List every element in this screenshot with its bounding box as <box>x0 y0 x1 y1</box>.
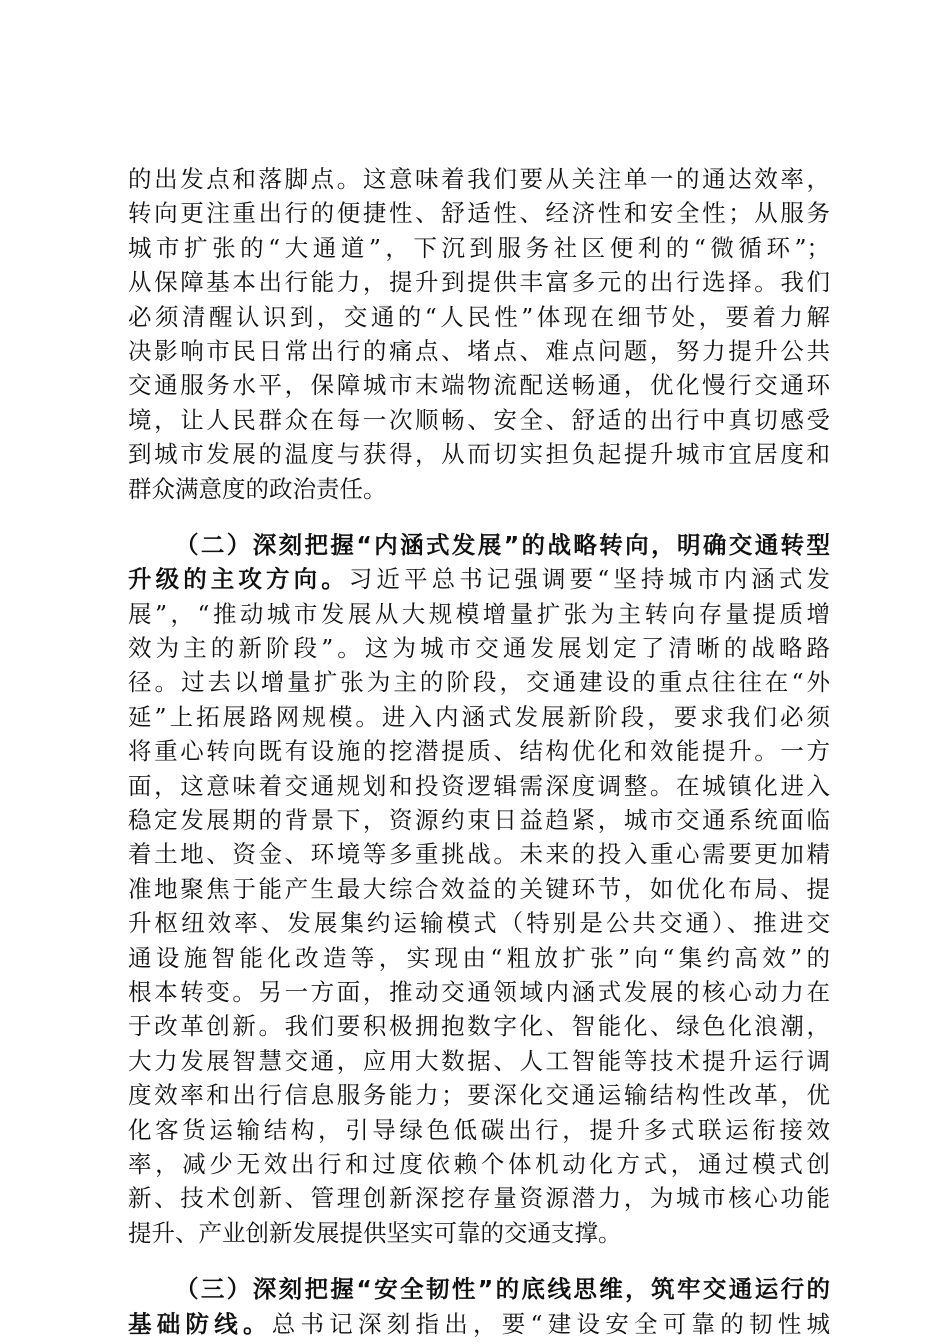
text-line <box>128 769 830 803</box>
body-text: 必须清醒认识到，交通的“人民性”体现在细节处，要着力解 <box>128 302 830 331</box>
text-line <box>128 906 830 940</box>
text-line <box>128 265 830 299</box>
body-text: 从保障基本出行能力，提升到提供丰富多元的出行选择。我们 <box>128 268 830 297</box>
body-text: 稳定发展期的背景下，资源约束日益趋紧，城市交通系统面临 <box>128 806 830 835</box>
text-line <box>128 631 830 665</box>
text-line <box>128 1216 830 1250</box>
text-line <box>128 1078 830 1112</box>
text-line <box>128 437 830 471</box>
text-line <box>128 1113 830 1147</box>
text-line <box>128 700 830 734</box>
text-line <box>128 872 830 906</box>
text-line <box>128 334 830 368</box>
text-line <box>128 597 830 631</box>
text-line <box>128 1307 830 1341</box>
text-line <box>128 837 830 871</box>
body-text: 转向更注重出行的便捷性、舒适性、经济性和安全性；从服务 <box>128 199 830 228</box>
text-line <box>128 1272 830 1306</box>
body-text: 于改革创新。我们要积极拥抱数字化、智能化、绿色化浪潮， <box>128 1012 830 1041</box>
body-text: 面，这意味着交通规划和投资逻辑需深度调整。在城镇化进入 <box>128 771 830 800</box>
text-line <box>128 1147 830 1181</box>
paragraph-gap <box>128 1250 830 1272</box>
document-page <box>128 162 830 1341</box>
section-heading: 升级的主攻方向。 <box>128 565 349 594</box>
body-text: 提升、产业创新发展提供坚实可靠的交通支撑。 <box>128 1218 622 1247</box>
body-text: 升枢纽效率、发展集约运输模式（特别是公共交通）、推进交 <box>128 909 830 938</box>
body-text: 着土地、资金、环境等多重挑战。未来的投入重心需要更加精 <box>128 840 830 869</box>
text-line <box>128 300 830 334</box>
paragraph-intensive-development <box>128 528 830 1250</box>
body-text: 通设施智能化改造等，实现由“粗放扩张”向“集约高效”的 <box>128 943 830 972</box>
paragraph-people-centered <box>128 162 830 506</box>
text-line <box>128 1044 830 1078</box>
text-line <box>128 562 830 596</box>
section-heading: （三）深刻把握“安全韧性”的底线思维，筑牢交通运行的 <box>175 1275 830 1304</box>
body-text: 的出发点和落脚点。这意味着我们要从关注单一的通达效率， <box>128 165 830 193</box>
text-line <box>128 528 830 562</box>
body-text: 交通服务水平，保障城市末端物流配送畅通，优化慢行交通环 <box>128 371 830 400</box>
body-text: 效为主的新阶段”。这为城市交通发展划定了清晰的战略路 <box>128 634 830 663</box>
text-line <box>128 368 830 402</box>
body-text: 径。过去以增量扩张为主的阶段，交通建设的重点往往在“外 <box>128 668 830 697</box>
body-text: 习近平总书记强调要“坚持城市内涵式发 <box>348 565 830 594</box>
text-line <box>128 665 830 699</box>
section-heading: （二）深刻把握“内涵式发展”的战略转向，明确交通转型 <box>175 530 830 559</box>
body-text: 总书记深刻指出，要“建设安全可靠的韧性城 <box>271 1309 831 1338</box>
text-line <box>128 472 830 506</box>
text-line <box>128 803 830 837</box>
text-line <box>128 162 830 196</box>
body-text: 率，减少无效出行和过度依赖个体机动化方式，通过模式创 <box>128 1149 830 1178</box>
body-text: 展”，“推动城市发展从大规模增量扩张为主转向存量提质增 <box>128 599 830 628</box>
body-text: 准地聚焦于能产生最大综合效益的关键环节，如优化布局、提 <box>128 874 830 903</box>
paragraph-safety-resilience <box>128 1272 830 1341</box>
text-line <box>128 403 830 437</box>
body-text: 大力发展智慧交通，应用大数据、人工智能等技术提升运行调 <box>128 1046 830 1075</box>
body-text: 延”上拓展路网规模。进入内涵式发展新阶段，要求我们必须 <box>128 702 830 731</box>
body-text: 度效率和出行信息服务能力；要深化交通运输结构性改革，优 <box>128 1081 830 1110</box>
body-text: 根本转变。另一方面，推动交通领域内涵式发展的核心动力在 <box>128 977 830 1006</box>
paragraph-gap <box>128 506 830 528</box>
text-line <box>128 1009 830 1043</box>
text-line <box>128 975 830 1009</box>
text-line <box>128 941 830 975</box>
section-heading: 基础防线。 <box>128 1309 272 1338</box>
text-line <box>128 231 830 265</box>
body-text: 将重心转向既有设施的挖潜提质、结构优化和效能提升。一方 <box>128 737 830 766</box>
text-line <box>128 196 830 230</box>
body-text: 决影响市民日常出行的痛点、堵点、难点问题，努力提升公共 <box>128 336 830 365</box>
body-text: 群众满意度的政治责任。 <box>128 474 387 503</box>
body-text: 化客货运输结构，引导绿色低碳出行，提升多式联运衔接效 <box>128 1115 830 1144</box>
text-line <box>128 734 830 768</box>
text-line <box>128 1181 830 1215</box>
body-text: 境，让人民群众在每一次顺畅、安全、舒适的出行中真切感受 <box>128 405 830 434</box>
body-text: 城市扩张的“大通道”，下沉到服务社区便利的“微循环”； <box>128 233 830 262</box>
body-text: 新、技术创新、管理创新深挖存量资源潜力，为城市核心功能 <box>128 1184 830 1213</box>
body-text: 到城市发展的温度与获得，从而切实担负起提升城市宜居度和 <box>128 440 830 469</box>
